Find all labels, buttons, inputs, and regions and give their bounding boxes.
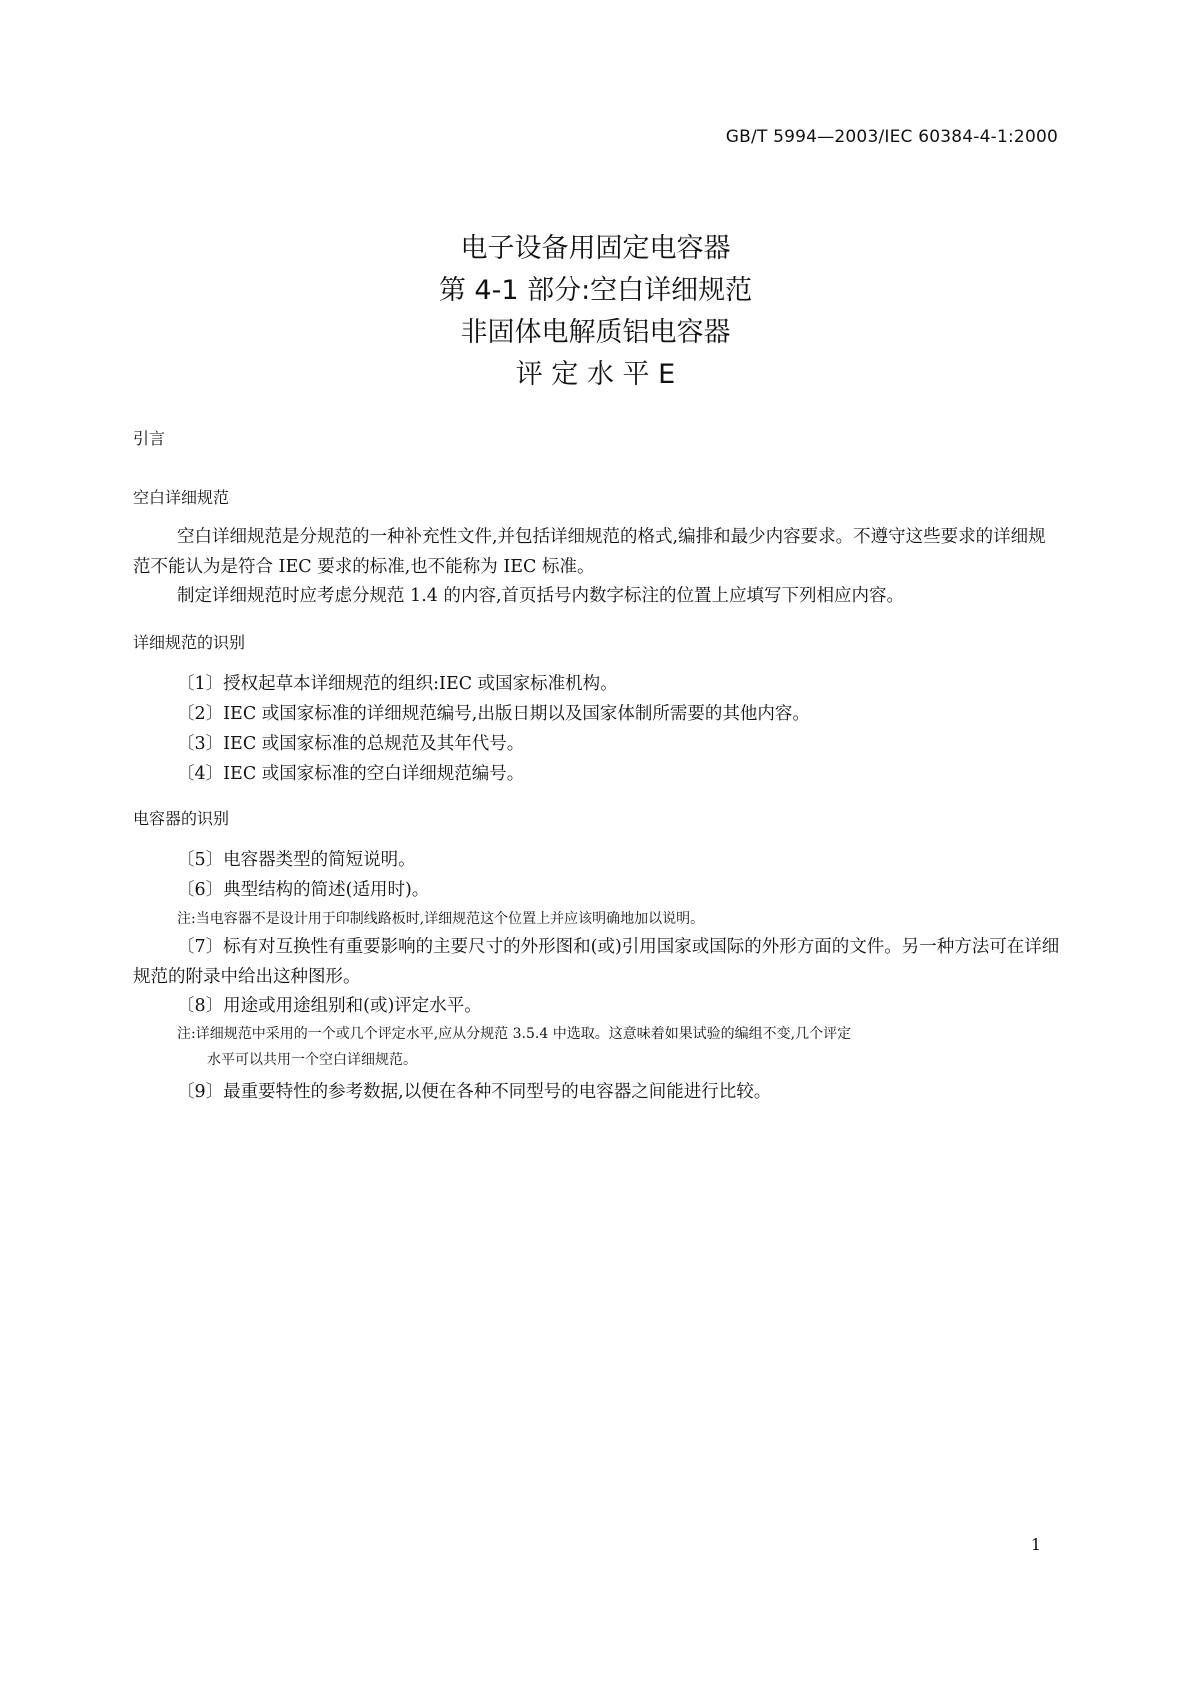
blank-spec-heading: 空白详细规范 (133, 488, 230, 507)
note-line-1: 注:详细规范中采用的一个或几个评定水平,应从分规范 3.5.4 中选取。这意味着如果试验的编组不变,几个评定 (177, 1026, 852, 1042)
blank-spec-paragraph-2: 制定详细规范时应考虑分规范 1.4 的内容,首页括号内数字标注的位置上应填写下列相应内容。 (177, 586, 905, 606)
title-line-4: 评 定 水 平 E (515, 359, 676, 390)
list-item: 〔1〕授权起草本详细规范的组织:IEC 或国家标准机构。 (177, 674, 618, 694)
document-title (0, 228, 1191, 396)
intro-heading: 引言 (133, 429, 166, 448)
list-item: 〔9〕最重要特性的参考数据,以便在各种不同型号的电容器之间能进行比较。 (177, 1082, 772, 1102)
note: 注:当电容器不是设计用于印制线路板时,详细规范这个位置上并应该明确地加以说明。 (177, 911, 705, 927)
title-line-1: 电子设备用固定电容器 (460, 233, 731, 264)
page-number: 1 (1030, 1535, 1041, 1554)
note-line-2: 水平可以共用一个空白详细规范。 (207, 1052, 417, 1068)
list-item: 〔2〕IEC 或国家标准的详细规范编号,出版日期以及国家体制所需要的其他内容。 (177, 704, 810, 724)
standard-code: GB/T 5994—2003/IEC 60384-4-1:2000 (725, 127, 1058, 147)
title-line-2: 第 4-1 部分:空白详细规范 (438, 275, 753, 306)
list-item: 〔3〕IEC 或国家标准的总规范及其年代号。 (177, 734, 525, 754)
capacitor-identification-heading: 电容器的识别 (133, 809, 230, 828)
list-item: 〔8〕用途或用途组别和(或)评定水平。 (177, 996, 482, 1016)
identification-heading: 详细规范的识别 (133, 633, 246, 652)
list-item: 〔7〕标有对互换性有重要影响的主要尺寸的外形图和(或)引用国家或国际的外形方面的文件。另一种方法可在详细规范的附录中给出这种图形。 (133, 937, 1060, 987)
list-item: 〔4〕IEC 或国家标准的空白详细规范编号。 (177, 764, 525, 784)
title-line-3: 非固体电解质铝电容器 (460, 317, 731, 348)
note (177, 1021, 1061, 1073)
blank-spec-paragraph-1: 空白详细规范是分规范的一种补充性文件,并包括详细规范的格式,编排和最少内容要求。不遵守这些要求的详细规范不能认为是符合 IEC 要求的标准,也不能称为 IEC 标准。 (133, 527, 1046, 577)
list-item: 〔6〕典型结构的简述(适用时)。 (177, 880, 430, 900)
list-item: 〔5〕电容器类型的简短说明。 (177, 850, 416, 870)
